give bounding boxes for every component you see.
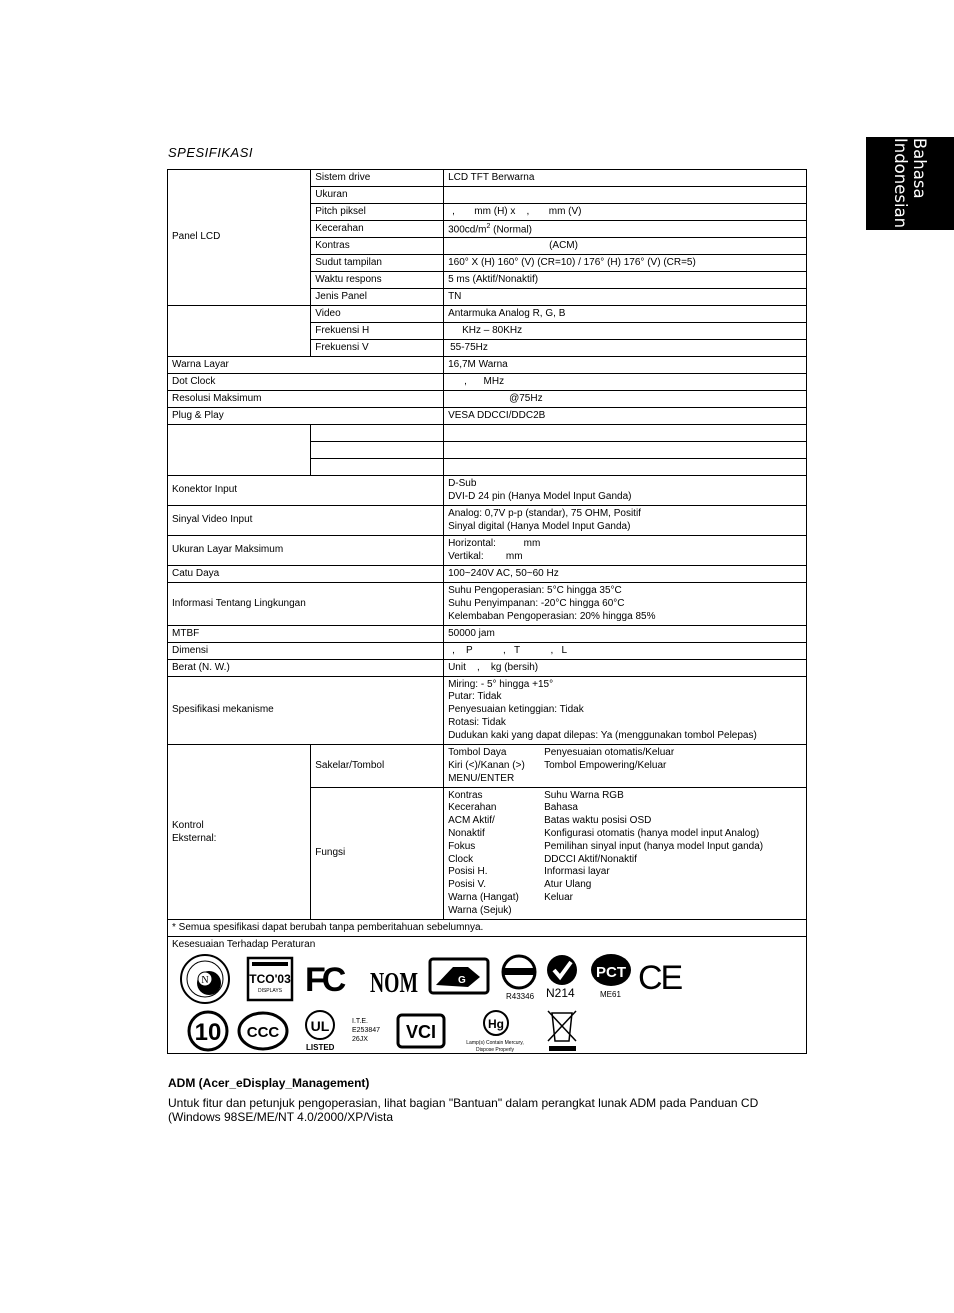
spec-value	[444, 583, 807, 626]
grid-cell: Kiri (<)/Kanan (>)	[448, 759, 525, 771]
grid-cell: ACM Aktif/	[448, 815, 495, 827]
table-row	[168, 374, 807, 391]
spec-label: Kontras	[311, 238, 444, 255]
spec-value: 5 ms (Aktif/Nonaktif)	[444, 272, 807, 289]
pct-seal-icon	[591, 954, 631, 999]
check-seal-icon	[546, 955, 577, 1000]
weee-bin-icon	[548, 1011, 576, 1051]
logos-svg	[168, 937, 808, 1055]
table-row	[168, 476, 807, 506]
grid-cell: MENU/ENTER	[448, 772, 515, 784]
spec-table	[167, 169, 807, 1054]
adm-text: Untuk fitur dan petunjuk pengoperasian, lihat bagian "Bantuan" dalam perangkat lunak ADM pada Panduan CD (Windows 98SE/ME/NT 4.0/2000/XP/Vista	[168, 1096, 759, 1124]
hg-text: Hg	[488, 1017, 504, 1032]
function-grid	[448, 790, 802, 918]
grid-cell: Keluar	[544, 892, 573, 904]
brightness-tail: (Normal)	[490, 224, 533, 236]
spec-value: 50000 jam	[444, 626, 807, 643]
spec-value: VESA DDCCI/DDC2B	[444, 408, 807, 425]
svg-text:N: N	[201, 975, 209, 987]
spec-line: Miring: - 5° hingga +15°	[448, 678, 554, 690]
empty-cell	[311, 442, 444, 459]
spec-line: Kelembaban Pengoperasian: 20% hingga 85%	[448, 610, 656, 622]
compliance-cell	[168, 937, 807, 1054]
spec-label: Sistem drive	[311, 170, 444, 187]
spec-value: LCD TFT Berwarna	[444, 170, 807, 187]
spec-line: Horizontal: mm	[448, 537, 541, 549]
table-row	[168, 566, 807, 583]
tco-logo	[248, 958, 292, 1000]
spec-line: D-Sub	[448, 477, 477, 489]
table-row	[168, 306, 807, 323]
svg-text:UL: UL	[310, 1018, 330, 1035]
mercury-icon	[466, 1011, 523, 1053]
grid-cell: Informasi layar	[544, 866, 610, 878]
grid-cell: Tombol Empowering/Keluar	[544, 759, 667, 771]
ul-listed: LISTED	[306, 1043, 335, 1053]
group-label-panel: Panel LCD	[168, 170, 311, 306]
tco-displays: DISPLAYS	[257, 988, 283, 995]
table-row	[168, 920, 807, 937]
spec-value	[444, 506, 807, 536]
hand-seal-icon	[430, 959, 488, 993]
spec-label: Berat (N. W.)	[168, 660, 444, 677]
grid-cell: Posisi H.	[448, 866, 488, 878]
table-row	[168, 391, 807, 408]
grid-cell: Atur Ulang	[544, 879, 592, 891]
adm-title: ADM (Acer_eDisplay_Management)	[168, 1076, 370, 1090]
language-tab-text	[891, 138, 929, 228]
spec-line: Analog: 0,7V p-p (standar), 75 OHM, Positif	[448, 507, 641, 519]
table-row	[168, 357, 807, 374]
vci-text: VCI	[405, 1022, 437, 1043]
ten-year-seal-icon	[189, 1012, 227, 1050]
grid-cell: Kecerahan	[448, 802, 497, 814]
language-tab-line2: Indonesian	[891, 137, 910, 229]
spec-line: Sinyal digital (Hanya Model Input Ganda)	[448, 520, 631, 532]
spec-value: , MHz	[444, 374, 807, 391]
spec-line: Putar: Tidak	[448, 691, 502, 703]
table-row	[168, 506, 807, 536]
grid-cell: Posisi V.	[448, 879, 487, 891]
compliance-logos	[172, 937, 802, 1053]
brightness-sup: 2	[486, 223, 491, 230]
spec-value	[444, 788, 807, 920]
grid-cell: Pemilihan sinyal input (hanya model Input ganda)	[544, 840, 764, 852]
nom-logo: NOM	[370, 968, 418, 1000]
grid-cell: Penyesuaian otomatis/Keluar	[544, 746, 675, 758]
spec-value: , mm (H) x , mm (V)	[444, 204, 807, 221]
grid-cell	[544, 905, 802, 918]
table-row	[168, 677, 807, 745]
spec-label: Spesifikasi mekanisme	[168, 677, 444, 745]
spec-value: Unit , kg (bersih)	[444, 660, 807, 677]
pct-text: PCT	[596, 964, 626, 982]
grid-cell: Suhu Warna RGB	[544, 789, 624, 801]
table-row	[168, 937, 807, 1054]
spec-value: TN	[444, 289, 807, 306]
spec-label: Waktu respons	[311, 272, 444, 289]
spec-label: Dimensi	[168, 643, 444, 660]
table-row	[168, 745, 807, 788]
spec-label: Ukuran Layar Maksimum	[168, 536, 444, 566]
spec-line: Penyesuaian ketinggian: Tidak	[448, 704, 584, 716]
language-tab	[866, 137, 954, 230]
spec-label: Sakelar/Tombol	[311, 745, 444, 788]
grid-cell	[544, 773, 802, 786]
group-label-video	[168, 306, 311, 357]
hg-line2: Dispose Properly	[475, 1047, 515, 1054]
grid-cell: Warna (Hangat)	[448, 892, 519, 904]
spec-label: Pitch piksel	[311, 204, 444, 221]
spec-value	[444, 221, 807, 238]
spec-value: @75Hz	[444, 391, 807, 408]
spec-value: , P , T , L	[444, 643, 807, 660]
spec-label: Kecerahan	[311, 221, 444, 238]
grid-cell: Tombol Daya	[448, 746, 507, 758]
spec-line: Suhu Pengoperasian: 5°C hingga 35°C	[448, 584, 622, 596]
switch-grid	[448, 747, 802, 785]
spec-value: Antarmuka Analog R, G, B	[444, 306, 807, 323]
empty-cell	[311, 425, 444, 442]
spec-label: Video	[311, 306, 444, 323]
energy-seal-icon	[181, 955, 229, 1003]
table-row	[168, 425, 807, 442]
spec-value	[444, 476, 807, 506]
table-row	[168, 170, 807, 187]
grid-cell: Fokus	[448, 840, 476, 852]
spec-value: KHz – 80KHz	[444, 323, 807, 340]
empty-cell	[444, 459, 807, 476]
ccc-text: CCC	[246, 1024, 280, 1042]
spec-line: DVI-D 24 pin (Hanya Model Input Ganda)	[448, 490, 632, 502]
grid-cell: DDCCI Aktif/Nonaktif	[544, 853, 637, 865]
spec-line: Vertikal: mm	[448, 550, 523, 562]
globe-code: R43346	[506, 992, 535, 1002]
grid-cell: Konfigurasi otomatis (hanya model input Analog)	[544, 828, 760, 840]
language-tab-line1: Bahasa	[910, 137, 929, 199]
spec-label: Fungsi	[311, 788, 444, 920]
pct-code: ME61	[600, 990, 621, 1000]
ite-line1: I.T.E.	[352, 1018, 368, 1026]
table-row	[168, 408, 807, 425]
grid-cell: Bahasa	[544, 802, 578, 814]
spec-value: 100~240V AC, 50~60 Hz	[444, 566, 807, 583]
spec-value: 16,7M Warna	[444, 357, 807, 374]
spec-value: 55-75Hz	[444, 340, 807, 357]
ce-logo: CE	[638, 959, 682, 998]
grid-cell: Kontras	[448, 789, 483, 801]
spec-label: Resolusi Maksimum	[168, 391, 444, 408]
footnote: * Semua spesifikasi dapat berubah tanpa pemberitahuan sebelumnya.	[168, 920, 807, 937]
globe-seal-icon	[503, 956, 535, 1001]
compliance-label: Kesesuaian Terhadap Peraturan	[172, 939, 316, 951]
group-label-control	[168, 745, 311, 920]
spec-label: Ukuran	[311, 187, 444, 204]
hg-line1: Lamp(s) Contain Mercury,	[466, 1040, 524, 1047]
grid-cell: Batas waktu posisi OSD	[544, 815, 652, 827]
table-row	[168, 583, 807, 626]
spec-label: Frekuensi H	[311, 323, 444, 340]
check-code: N214	[546, 986, 575, 1001]
spec-label: Jenis Panel	[311, 289, 444, 306]
control-group-text: Kontrol Eksternal:	[172, 820, 217, 845]
spec-label: Plug & Play	[168, 408, 444, 425]
spec-line: Suhu Penyimpanan: -20°C hingga 60°C	[448, 597, 625, 609]
ccc-seal-icon	[239, 1013, 287, 1049]
svg-text:G: G	[458, 975, 466, 987]
table-row	[168, 643, 807, 660]
vci-seal-icon	[398, 1015, 444, 1047]
grid-cell: Nonaktif	[448, 828, 485, 840]
ite-line2: E253847	[352, 1027, 381, 1035]
empty-cell	[444, 425, 807, 442]
fc-logo: FC	[305, 961, 343, 1000]
ten-text: 10	[194, 1019, 222, 1047]
spec-line: Dudukan kaki yang dapat dilepas: Ya (menggunakan tombol Pelepas)	[448, 729, 757, 741]
tco-text: TCO'03	[249, 972, 291, 987]
spec-label: Sinyal Video Input	[168, 506, 444, 536]
brightness-value: 300cd/m	[448, 224, 487, 236]
spec-label: Informasi Tentang Lingkungan	[168, 583, 444, 626]
spec-label: Catu Daya	[168, 566, 444, 583]
spec-value	[444, 187, 807, 204]
empty-cell	[311, 459, 444, 476]
section-title: SPESIFIKASI	[168, 145, 253, 160]
spec-value	[444, 745, 807, 788]
spec-value	[444, 536, 807, 566]
spec-label: Dot Clock	[168, 374, 444, 391]
table-row	[168, 536, 807, 566]
spec-label: Warna Layar	[168, 357, 444, 374]
spec-value: 160° X (H) 160° (V) (CR=10) / 176° (H) 176° (V) (CR=5)	[444, 255, 807, 272]
spec-label: Konektor Input	[168, 476, 444, 506]
table-row	[168, 660, 807, 677]
ul-seal-icon	[306, 1011, 380, 1052]
grid-cell: Warna (Sejuk)	[448, 904, 512, 916]
ite-line3: 26JX	[352, 1036, 368, 1044]
table-row	[168, 626, 807, 643]
spec-value	[444, 677, 807, 745]
spec-label: Sudut tampilan	[311, 255, 444, 272]
empty-group-cell	[168, 425, 311, 476]
spec-label: Frekuensi V	[311, 340, 444, 357]
empty-cell	[444, 442, 807, 459]
spec-label: MTBF	[168, 626, 444, 643]
spec-value: (ACM)	[444, 238, 807, 255]
spec-line: Rotasi: Tidak	[448, 717, 506, 729]
grid-cell: Clock	[448, 853, 474, 865]
